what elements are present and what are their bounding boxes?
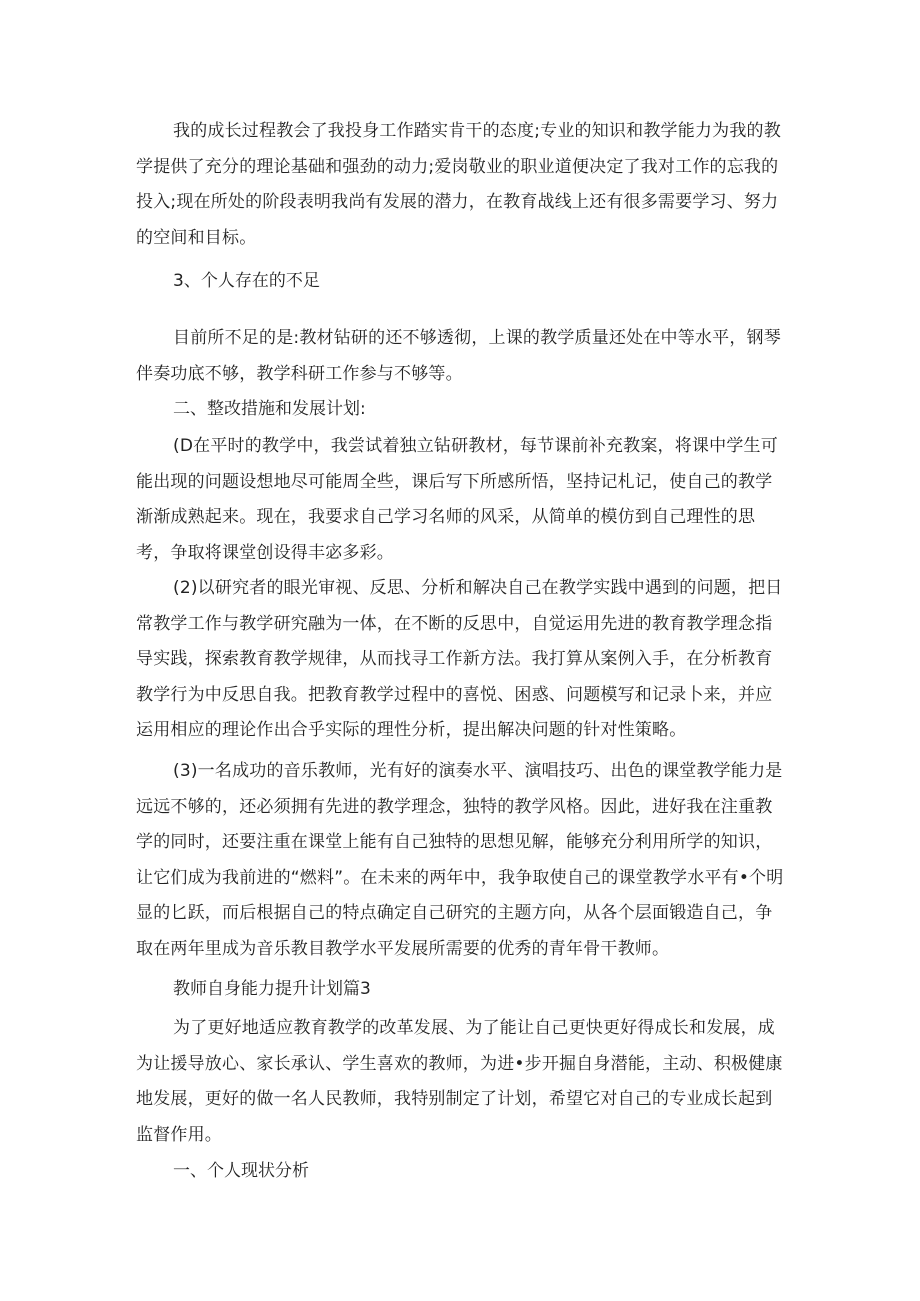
section-heading-plan-3: 教师自身能力提升计划篇3 (173, 979, 371, 999)
paragraph-growth-reflection: 我的成长过程教会了我投身工作踏实肯干的态度;专业的知识和教学能力为我的教学提供了充分的理论基础和强劲的动力;爱岗敬业的职业道便决定了我对工作的忘我的投入;现在所处的阶段表明我尚有发展的潜力，在教育战线上还有很多需要学习、努力的空间和目标。 (136, 121, 781, 248)
section-heading-measures: 二、整改措施和发展计划: (173, 399, 366, 419)
paragraph-measure-3: (3)一名成功的音乐教师，光有好的演奏水平、演唱技巧、出色的课堂教学能力是远远不够的，还必须拥有先进的教学理念，独特的教学风格。因此，进好我在注重教学的同时，还要注重在课堂上能有自己独特的思想见解，能够充分利用所学的知识，让它们成为我前进的“燃料”。在未来的两年中，我争取使自己的课堂教学水平有•个明显的匕跃，而后根据自己的特点确定自己研究的主题方向，从各个层面锻造自己，争取在两年里成为音乐教目教学水平发展所需要的优秀的青年骨干教师。 (136, 761, 784, 959)
section-heading-status-analysis: 一、个人现状分析 (173, 1161, 309, 1181)
paragraph-plan-intro: 为了更好地适应教育教学的改革发展、为了能让自己更快更好得成长和发展，成为让援导放心、家长承认、学生喜欢的教师，为进•步开掘自身潜能，主动、积极健康地发展，更好的做一名人民教师，我特别制定了计划，希望它对自己的专业成长起到监督作用。 (136, 1018, 783, 1145)
paragraph-measure-2: (2)以研究者的眼光审视、反思、分析和解决自己在教学实践中遇到的问题，把日常教学工作与教学研究融为一体，在不断的反思中，自觉运用先进的教育教学理念指导实践，探索教育教学规律，从而找寻工作新方法。我打算从案例入手，在分析教育教学行为中反思自我。把教育教学过程中的喜悦、困惑、问题模写和记录卜来，并应运用相应的理论作出合乎实际的理性分析，提出解决问题的针对性策略。 (136, 578, 783, 740)
section-heading-shortcomings: 3、个人存在的不足 (173, 271, 320, 291)
paragraph-shortcomings: 目前所不足的是:教材钻研的还不够透彻，上课的教学质量还处在中等水平，钢琴伴奏功底不够，教学科研工作参与不够等。 (136, 328, 781, 384)
paragraph-measure-1: (D在平时的教学中，我尝试着独立钻研教材，每节课前补充教案，将课中学生可能出现的问题设想地尽可能周全些，课后写下所感所悟，坚持记札记，使自己的教学渐渐成熟起来。现在，我要求自己学习名师的风采，从简单的模仿到自己理性的思考，争取将课堂创设得丰宓多彩。 (136, 436, 778, 563)
